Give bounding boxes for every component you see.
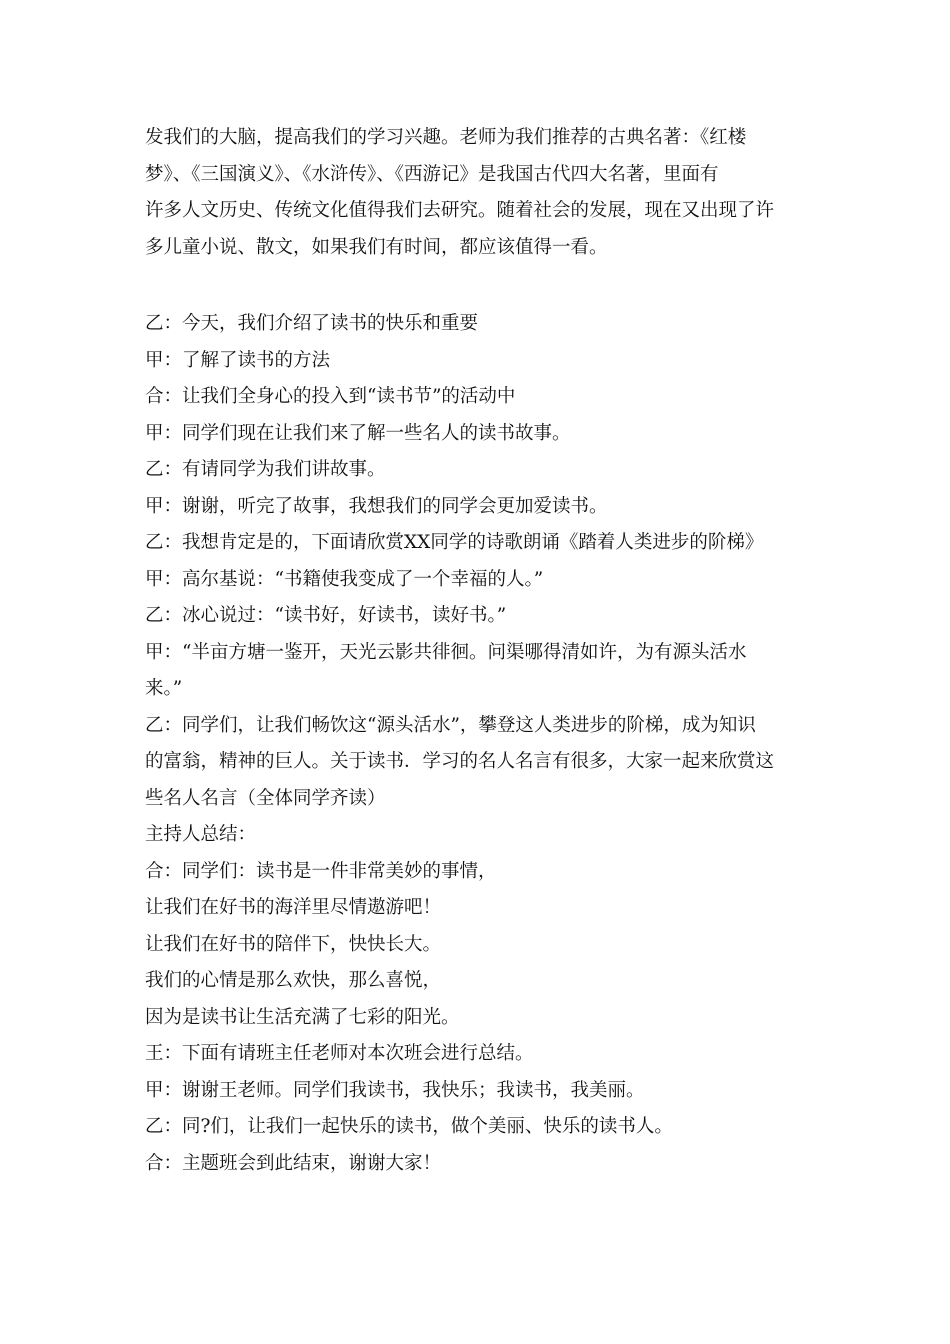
section-heading: 主持人总结： — [145, 824, 257, 845]
dialogue-line: 甲：谢谢，听完了故事，我想我们的同学会更加爱读书。 — [145, 495, 608, 517]
dialogue-script — [145, 306, 810, 1182]
intro-line: 发我们的大脑，提高我们的学习兴趣。老师为我们推荐的古典名著：《红楼 — [145, 127, 747, 148]
dialogue-line: 乙：有请同学为我们讲故事。 — [145, 459, 386, 480]
poem-line: 让我们在好书的陪伴下，快快长大。 — [145, 933, 442, 955]
dialogue-line: 甲：高尔基说：“书籍使我变成了一个幸福的人。” — [145, 568, 544, 590]
intro-paragraph — [145, 120, 810, 266]
dialogue-line: 乙：今天，我们介绍了读书的快乐和重要 — [145, 313, 479, 334]
dialogue-line: 些名人名言（全体同学齐读） — [145, 787, 386, 809]
poem-line: 让我们在好书的海洋里尽情遨游吧！ — [145, 897, 442, 918]
dialogue-line: 王：下面有请班主任老师对本次班会进行总结。 — [145, 1043, 534, 1064]
dialogue-line: 合：同学们：读书是一件非常美妙的事情， — [145, 860, 497, 882]
dialogue-line: 乙：我想肯定是的，下面请欣赏XX同学的诗歌朗诵《踏着人类进步的阶梯》 — [145, 532, 764, 553]
dialogue-line: 甲：谢谢王老师。同学们我读书，我快乐；我读书，我美丽。 — [145, 1079, 645, 1101]
dialogue-line: 合：主题班会到此结束，谢谢大家！ — [145, 1152, 442, 1174]
dialogue-line: 乙：同?们，让我们一起快乐的读书，做个美丽、快乐的读书人。 — [145, 1116, 673, 1137]
poem-line: 因为是读书让生活充满了七彩的阳光。 — [145, 1006, 460, 1028]
paragraph-gap — [145, 266, 810, 306]
poem-line: 我们的心情是那么欢快，那么喜悦， — [145, 970, 442, 991]
dialogue-line: 甲：“半亩方塘一鉴开，天光云影共徘徊。问渠哪得清如许，为有源头活水 — [145, 641, 747, 663]
intro-line: 多儿童小说、散文，如果我们有时间，都应该值得一看。 — [145, 236, 608, 258]
dialogue-line: 甲：同学们现在让我们来了解一些名人的读书故事。 — [145, 422, 571, 444]
intro-line: 梦》、《三国演义》、《水浒传》、《西游记》是我国古代四大名著，里面有 — [145, 163, 719, 185]
dialogue-line: 乙：同学们，让我们畅饮这“源头活水”，攀登这人类进步的阶梯，成为知识 — [145, 714, 756, 736]
document-page — [145, 120, 810, 1182]
dialogue-line: 来。” — [145, 678, 183, 699]
dialogue-line: 甲：了解了读书的方法 — [145, 349, 331, 371]
dialogue-line: 乙：冰心说过：“读书好，好读书，读好书。” — [145, 605, 507, 626]
intro-line: 许多人文历史、传统文化值得我们去研究。随着社会的发展，现在又出现了许 — [145, 200, 775, 221]
dialogue-line: 合：让我们全身心的投入到“读书节”的活动中 — [145, 386, 516, 407]
dialogue-line: 的富翁，精神的巨人。关于读书．学习的名人名言有很多，大家一起来欣赏这 — [145, 751, 775, 772]
